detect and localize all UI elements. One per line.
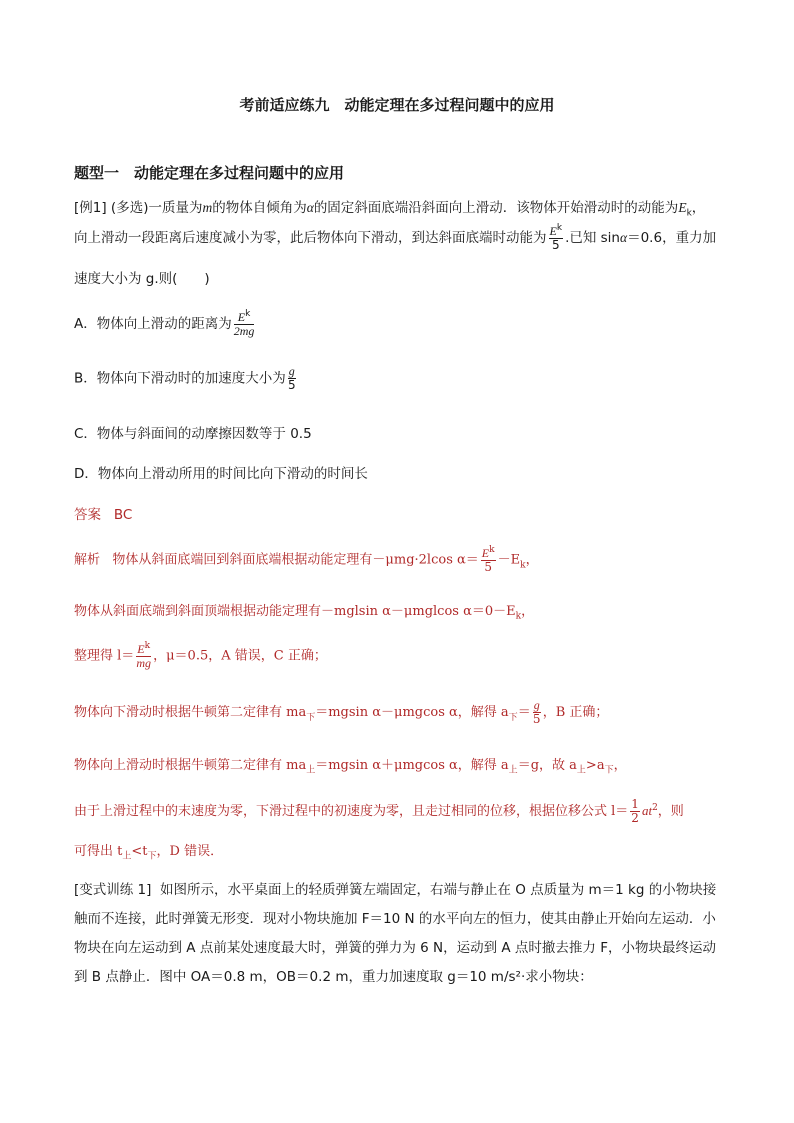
solution-line-1: 解析 物体从斜面底端回到斜面底端根据动能定理有－μmg·2lcos α＝ $\frac{E^k}{5}$ $-E_k$，: [74, 545, 539, 575]
option-b-fraction: $\frac{g}{5}$: [287, 364, 296, 393]
page-title: 考前适应练九 动能定理在多过程问题中的应用: [239, 96, 555, 114]
solution-line-7: 可得出 $t_上<t_下$，D 错误．: [74, 844, 224, 862]
solution-line-4: 物体向下滑动时根据牛顿第二定律有 $ma_下=mgsin$ α－μmgcos α，解得 $a_下=$ $\frac{g}{5}$ ，B 正确；: [74, 698, 609, 727]
solution-line-2: 物体从斜面底端到斜面顶端根据动能定理有－mglsin α－μmglcos $\alpha=0-E_k$，: [74, 604, 535, 622]
option-d: D．物体向上滑动所用的时间比向下滑动的时间长: [74, 466, 368, 482]
variant-line-3: 物块在向左运动到 A 点前某处速度最大时，弹簧的弹力为 6 N，运动到 A 点时撤去推力 F，小物块最终运动: [74, 940, 716, 956]
answer-value: BC: [113, 507, 133, 523]
example-tag: [例1]: [74, 200, 107, 216]
option-a-fraction: $\frac{E^k}{2mg}$: [233, 309, 255, 339]
section-heading: 题型一 动能定理在多过程问题中的应用: [74, 164, 345, 182]
answer-label: 答案: [74, 507, 101, 523]
variant-tag: [变式训练 1]: [74, 882, 152, 898]
variant-line-1: [变式训练 1] 如图所示，水平桌面上的轻质弹簧左端固定，右端与静止在 O 点质量为 m＝1 kg 的小物块接: [74, 882, 717, 898]
ek-over-5-fraction: $\frac{E^k}{5}$: [549, 223, 563, 253]
answer: [74, 503, 132, 523]
variant-line-4: 到 B 点静止．图中 OA＝0.8 m，OB＝0.2 m，重力加速度取 g＝10 m/s²·求小物块：: [74, 969, 593, 985]
example-line-3: 速度大小为 g.则( ): [74, 271, 210, 287]
solution-label: 解析: [74, 552, 101, 568]
variant-line-2: 触而不连接，此时弹簧无形变．现对小物块施加 F＝10 N 的水平向左的恒力，使其由静止开始向左运动．小: [74, 911, 716, 927]
option-b: B．物体向下滑动时的加速度大小为 $\frac{g}{5}$: [74, 364, 296, 393]
example-line-1: [例1] (多选)一质量为m的物体自倾角为α的固定斜面底端沿斜面向上滑动．该物体开始滑动时的动能为$E_k$，: [74, 200, 706, 219]
example-line-2: 向上滑动一段距离后速度减小为零，此后物体向下滑动，到达斜面底端时动能为 $\frac{E^k}{5}$ .已知 sinα＝0.6，重力加: [74, 223, 717, 253]
solution-line-5: 物体向上滑动时根据牛顿第二定律有 $ma_上=mgsin$ α＋μmgcos α，解得 $a_上=g$，故 $a_上>a_下$，: [74, 758, 627, 776]
solution-line-6: 由于上滑过程中的末速度为零，下滑过程中的初速度为零，且走过相同的位移，根据位移公式 l＝ $\frac{1}{2}$ $at^2$，则: [74, 797, 684, 826]
solution-line-3: 整理得 l＝ $\frac{E^k}{mg}$ ，μ＝0.5，A 错误，C 正确；: [74, 641, 327, 671]
option-c: C．物体与斜面间的动摩擦因数等于 0.5: [74, 426, 312, 442]
option-a: A．物体向上滑动的距离为 $\frac{E^k}{2mg}$: [74, 309, 255, 339]
